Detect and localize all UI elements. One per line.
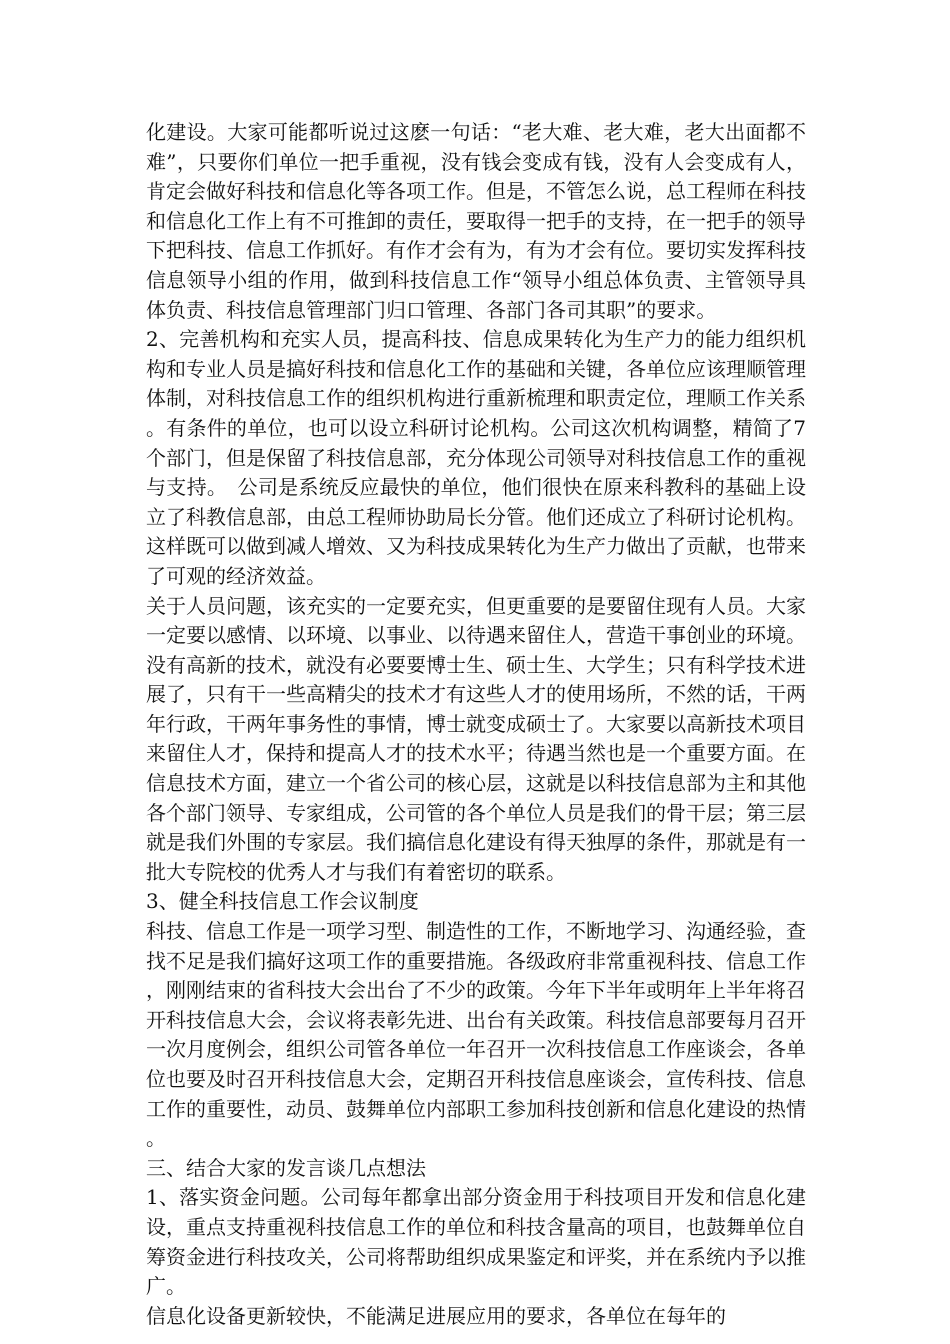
paragraph-funding: 1、落实资金问题。公司每年都拿出部分资金用于科技项目开发和信息化建设，重点支持重视科技信息工作的单位和科技含量高的项目，也鼓舞单位自筹资金进行科技攻关，公司将帮助组织成果鉴定和评奖，并在系统内予以推广。 [146,1185,806,1299]
paragraph-intro-continuation: 化建设。大家可能都听说过这麽一句话：“老大难、老大难，老大出面都不难”，只要你们单位一把手重视，没有钱会变成有钱，没有人会变成有人，肯定会做好科技和信息化等各项工作。但是，不管怎么说，总工程师在科技和信息化工作上有不可推卸的责任，要取得一把手的支持，在一把手的领导下把科技、信息工作抓好。有作才会有为，有为才会有位。要切实发挥科技信息领导小组的作用，做到科技信息工作“领导小组总体负责、主管领导具体负责、科技信息管理部门归口管理、各部门各司其职”的要求。 [146,120,806,322]
heading-section-3-meetings: 3、健全科技信息工作会议制度 [146,889,419,914]
heading-part-3-thoughts: 三、结合大家的发言谈几点想法 [146,1155,426,1180]
paragraph-equipment: 信息化设备更新较快，不能满足进展应用的要求，各单位在每年的 [146,1303,726,1328]
paragraph-meetings: 科技、信息工作是一项学习型、制造性的工作，不断地学习、沟通经验，查找不足是我们搞好这项工作的重要措施。各级政府非常重视科技、信息工作，刚刚结束的省科技大会出台了不少的政策。今年下半年或明年上半年将召开科技信息大会，会议将表彰先进、出台有关政策。科技信息部要每月召开一次月度例会，组织公司管各单位一年召开一次科技信息工作座谈会，各单位也要及时召开科技信息大会，定期召开科技信息座谈会，宣传科技、信息工作的重要性，动员、鼓舞单位内部职工参加科技创新和信息化建设的热情。 [146,919,806,1151]
document-page [146,118,806,1331]
paragraph-section-2-institutions: 2、完善机构和充实人员，提高科技、信息成果转化为生产力的能力组织机构和专业人员是搞好科技和信息化工作的基础和关键，各单位应该理顺管理体制，对科技信息工作的组织机构进行重新梳理和职责定位，理顺工作关系。有条件的单位，也可以设立科研讨论机构。公司这次机构调整，精简了7个部门，但是保留了科技信息部，充分体现公司领导对科技信息工作的重视与支持。 公司是系统反应最快的单位，他们很快在原来科教科的基础上设立了科教信息部，由总工程师协助局长分管。他们还成立了科研讨论机构。这样既可以做到减人增效、又为科技成果转化为生产力做出了贡献，也带来了可观的经济效益。 [146,327,806,588]
paragraph-personnel: 关于人员问题，该充实的一定要充实，但更重要的是要留住现有人员。大家一定要以感情、以环境、以事业、以待遇来留住人，营造干事创业的环境。没有高新的技术，就没有必要要博士生、硕士生、大学生；只有科学技术进展了，只有干一些高精尖的技术才有这些人才的使用场所，不然的话，干两年行政，干两年事务性的事情，博士就变成硕士了。大家要以高新技术项目来留住人才，保持和提高人才的技术水平；待遇当然也是一个重要方面。在信息技术方面，建立一个省公司的核心层，这就是以科技信息部为主和其他各个部门领导、专家组成，公司管的各个单位人员是我们的骨干层；第三层就是我们外围的专家层。我们搞信息化建设有得天独厚的条件，那就是有一批大专院校的优秀人才与我们有着密切的联系。 [146,593,806,884]
